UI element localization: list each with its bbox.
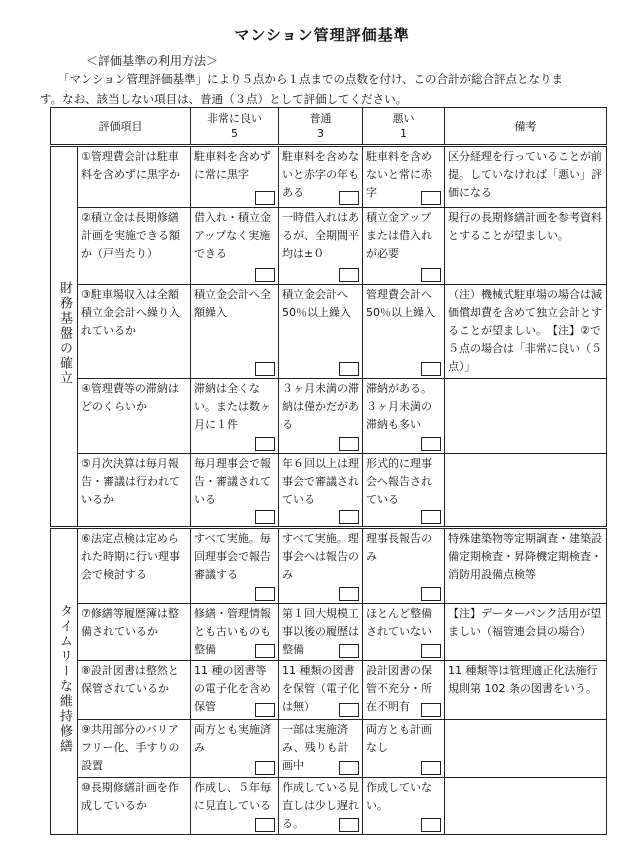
bad-cell: 管理費会計へ50％以上繰入 (363, 285, 445, 379)
header-remarks: 備考 (445, 108, 607, 146)
good-cell: 修繕・管理情報とも古いものも整備 (191, 604, 279, 661)
score-checkbox[interactable] (421, 644, 441, 658)
normal-cell: 一時借入れはあるが、全期間平均は±０ (279, 208, 363, 285)
table-row (51, 285, 607, 379)
bad-cell: 設計図書の保管不充分・所在不明有 (363, 661, 445, 720)
table-row (51, 720, 607, 778)
table-row (51, 208, 607, 285)
normal-cell: 年６回以上は理事会で審議されている (279, 454, 363, 528)
remarks-cell: 【注】データーバンク活用が望ましい（福管連会員の場合） (445, 604, 607, 661)
good-cell: 駐車料を含めずに常に黒字 (191, 146, 279, 208)
normal-cell: 一部は実施済み、残りも計画中 (279, 720, 363, 778)
score-checkbox[interactable] (255, 761, 275, 775)
table-row (51, 604, 607, 661)
item-cell: ⑩長期修繕計画を作成しているか (78, 778, 191, 835)
group-label-finance: 財務基盤の確立 (51, 146, 78, 528)
header-bad: 悪い 1 (363, 108, 445, 146)
score-checkbox[interactable] (421, 437, 441, 451)
good-cell: 滞納は全くない。または数ヶ月に１件 (191, 379, 279, 454)
item-cell: ⑤月次決算は毎月報告・審議は行われているか (78, 454, 191, 528)
good-cell: 借入れ・積立金アップなく実施できる (191, 208, 279, 285)
score-checkbox[interactable] (339, 437, 359, 451)
table-row (51, 379, 607, 454)
score-checkbox[interactable] (255, 644, 275, 658)
remarks-cell: 現行の長期修繕計画を参考資料とすることが望ましい。 (445, 208, 607, 285)
score-checkbox[interactable] (421, 510, 441, 524)
score-checkbox[interactable] (339, 644, 359, 658)
header-normal: 普通 3 (279, 108, 363, 146)
bad-cell: 滞納がある。３ヶ月未満の滞納も多い (363, 379, 445, 454)
bad-cell: ほとんど整備されていない (363, 604, 445, 661)
good-cell: 作成し、５年毎に見直している (191, 778, 279, 835)
normal-cell: 駐車料を含めないと赤字の年もある (279, 146, 363, 208)
bad-cell: 作成していない。 (363, 778, 445, 835)
item-cell: ③駐車場収入は全額積立金会計へ繰り入れているか (78, 285, 191, 379)
score-checkbox[interactable] (255, 268, 275, 282)
remarks-cell: 特殊建築物等定期調査・建築設備定期検査・昇降機定期検査・消防用設備点検等 (445, 528, 607, 604)
page-title: マンション管理評価基準 (234, 26, 410, 44)
header-item: 評価項目 (51, 108, 191, 146)
score-checkbox[interactable] (255, 703, 275, 717)
normal-cell: 第１回大規模工事以後の履歴は整備 (279, 604, 363, 661)
good-cell: 毎月理事会で報告・審議されている (191, 454, 279, 528)
bad-cell: 両方とも計画なし (363, 720, 445, 778)
score-checkbox[interactable] (421, 761, 441, 775)
table-row (51, 454, 607, 528)
normal-cell: すべて実施。理事会へは報告のみ (279, 528, 363, 604)
good-cell: 11 種の図書等の電子化を含め保管 (191, 661, 279, 720)
score-checkbox[interactable] (421, 703, 441, 717)
group-label-maintenance: タイムリーな維持修繕 (51, 528, 78, 835)
good-cell: 両方とも実施済み (191, 720, 279, 778)
bad-cell: 積立金アップまたは借入れが必要 (363, 208, 445, 285)
score-checkbox[interactable] (255, 191, 275, 205)
item-cell: ⑦修繕等履歴簿は整備されているか (78, 604, 191, 661)
remarks-cell: 11 種類等は管理適正化法施行規則第 102 条の図書をいう。 (445, 661, 607, 720)
remarks-cell (445, 454, 607, 528)
bad-cell: 理事長報告のみ (363, 528, 445, 604)
normal-cell: 作成している見直しは少し遅れる。 (279, 778, 363, 835)
remarks-cell (445, 778, 607, 835)
bad-cell: 駐車料を含めないと常に赤字 (363, 146, 445, 208)
table-row (51, 146, 607, 208)
normal-cell: 11 種類の図書を保管（電子化は無） (279, 661, 363, 720)
bad-cell: 形式的に理事会へ報告されている (363, 454, 445, 528)
score-checkbox[interactable] (255, 510, 275, 524)
score-checkbox[interactable] (339, 362, 359, 376)
remarks-cell: （注）機械式駐車場の場合は減価償却費を含めて独立会計とすることが望ましい。 【注】②で５点の場合は「非常に良い（５点）」 (445, 285, 607, 379)
score-checkbox[interactable] (421, 362, 441, 376)
item-cell: ⑨共用部分のバリアフリー化、手すりの設置 (78, 720, 191, 778)
score-checkbox[interactable] (339, 191, 359, 205)
remarks-cell: 区分経理を行っていることが前提。していなければ「悪い」評価になる (445, 146, 607, 208)
score-checkbox[interactable] (255, 587, 275, 601)
intro-line-1: 「マンション管理評価基準」により５点から１点までの点数を付け、この合計が総合評点となりま (58, 72, 564, 86)
score-checkbox[interactable] (255, 437, 275, 451)
good-cell: 積立金会計へ全額繰入 (191, 285, 279, 379)
item-cell: ⑥法定点検は定められた時期に行い理事会で検討する (78, 528, 191, 604)
header-good: 非常に良い 5 (191, 108, 279, 146)
score-checkbox[interactable] (339, 703, 359, 717)
intro-line-2: す。なお、該当しない項目は、普通（３点）として評価してください。 (40, 92, 408, 106)
good-cell: すべて実施。毎回理事会で報告審議する (191, 528, 279, 604)
score-checkbox[interactable] (421, 191, 441, 205)
table-row (51, 661, 607, 720)
score-checkbox[interactable] (339, 587, 359, 601)
score-checkbox[interactable] (255, 362, 275, 376)
item-cell: ④管理費等の滞納はどのくらいか (78, 379, 191, 454)
remarks-cell (445, 379, 607, 454)
score-checkbox[interactable] (339, 818, 359, 832)
normal-cell: ３ヶ月未満の滞納は僅かだがある (279, 379, 363, 454)
score-checkbox[interactable] (421, 268, 441, 282)
score-checkbox[interactable] (339, 268, 359, 282)
normal-cell: 積立金会計へ50％以上繰入 (279, 285, 363, 379)
score-checkbox[interactable] (421, 818, 441, 832)
score-checkbox[interactable] (339, 761, 359, 775)
remarks-cell (445, 720, 607, 778)
usage-heading: ＜評価基準の利用方法＞ (86, 54, 219, 68)
item-cell: ②積立金は長期修繕計画を実施できる額か（戸当たり） (78, 208, 191, 285)
table-row (51, 778, 607, 835)
score-checkbox[interactable] (339, 510, 359, 524)
table-row (51, 528, 607, 604)
evaluation-table (50, 107, 607, 835)
score-checkbox[interactable] (421, 587, 441, 601)
item-cell: ①管理費会計は駐車料を含めずに黒字か (78, 146, 191, 208)
item-cell: ⑧設計図書は整然と保管されているか (78, 661, 191, 720)
score-checkbox[interactable] (255, 818, 275, 832)
